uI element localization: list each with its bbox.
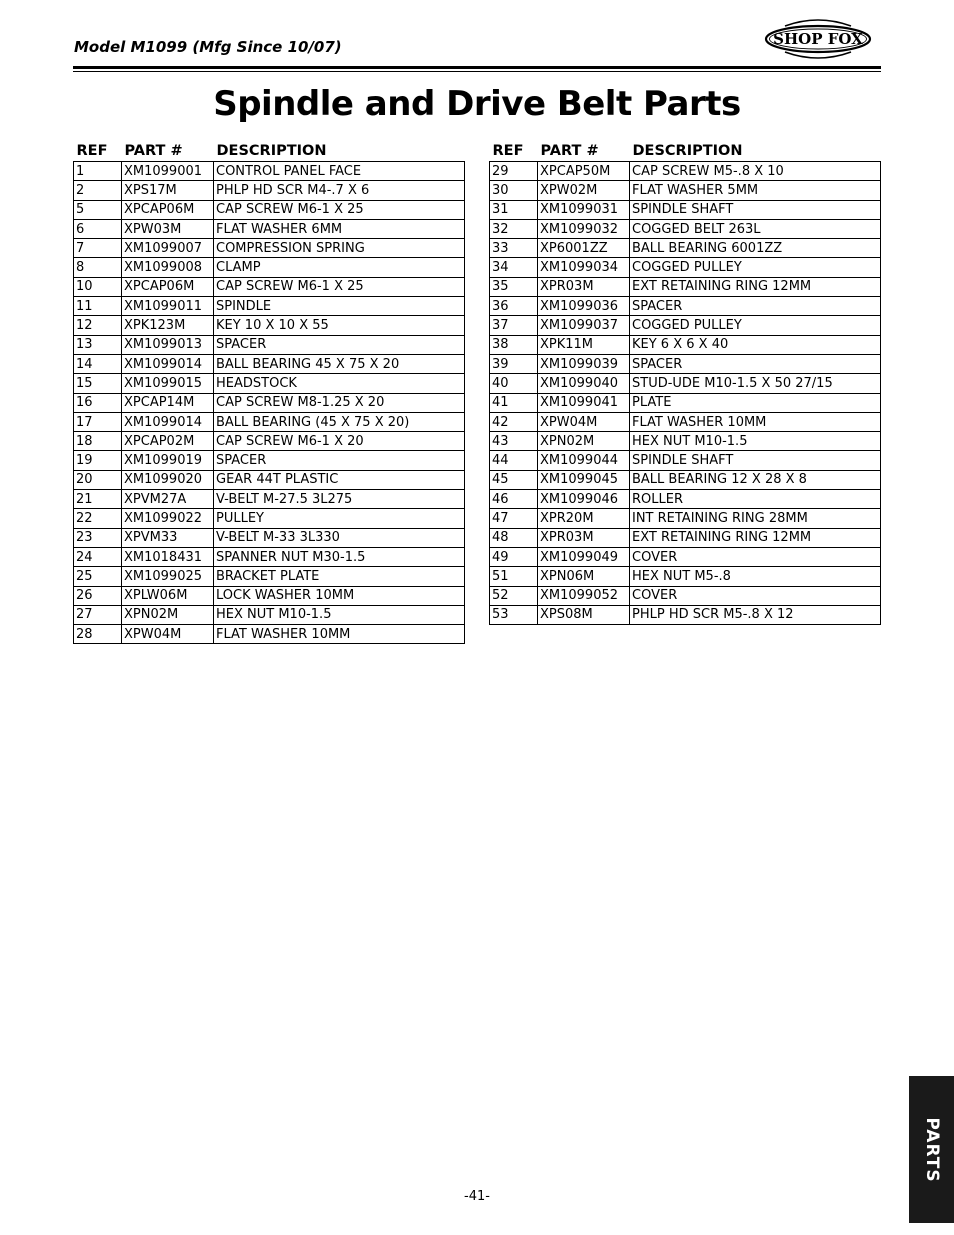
page-number: -41- — [464, 1189, 490, 1204]
header-rule-thin — [73, 71, 881, 72]
description-cell: CLAMP — [214, 258, 465, 277]
description-cell: GEAR 44T PLASTIC — [214, 470, 465, 489]
ref-cell: 44 — [490, 451, 538, 470]
part-number-cell: XM1099036 — [538, 297, 630, 316]
description-cell: KEY 6 X 6 X 40 — [630, 335, 881, 354]
description-cell: KEY 10 X 10 X 55 — [214, 316, 465, 335]
part-number-cell: XPR03M — [538, 528, 630, 547]
part-number-cell: XM1099032 — [538, 219, 630, 238]
ref-cell: 53 — [490, 605, 538, 624]
table-row — [490, 277, 881, 296]
ref-cell: 39 — [490, 354, 538, 373]
part-number-cell: XM1099044 — [538, 451, 630, 470]
header-model-text: Model M1099 (Mfg Since 10/07) — [74, 38, 342, 56]
part-number-cell: XPVM33 — [122, 528, 214, 547]
table-row — [490, 567, 881, 586]
description-cell: EXT RETAINING RING 12MM — [630, 277, 881, 296]
ref-cell: 43 — [490, 432, 538, 451]
part-number-cell: XM1099052 — [538, 586, 630, 605]
ref-cell: 20 — [74, 470, 122, 489]
part-number-cell: XM1099001 — [122, 162, 214, 181]
table-row — [490, 316, 881, 335]
ref-cell: 29 — [490, 162, 538, 181]
part-number-cell: XM1099007 — [122, 239, 214, 258]
part-number-cell: XPN02M — [122, 605, 214, 624]
ref-cell: 17 — [74, 412, 122, 431]
ref-cell: 11 — [74, 297, 122, 316]
ref-cell: 23 — [74, 528, 122, 547]
description-cell: SPANNER NUT M30-1.5 — [214, 547, 465, 566]
part-number-cell: XPW04M — [538, 412, 630, 431]
ref-cell: 31 — [490, 200, 538, 219]
description-cell: CAP SCREW M6-1 X 20 — [214, 432, 465, 451]
parts-table-left — [73, 140, 465, 644]
part-number-cell: XPCAP14M — [122, 393, 214, 412]
ref-cell: 14 — [74, 354, 122, 373]
column-header-part: PART # — [540, 143, 599, 159]
part-number-cell: XM1099014 — [122, 412, 214, 431]
parts-section-tab-label: PARTS — [921, 1116, 942, 1183]
part-number-cell: XM1099019 — [122, 451, 214, 470]
ref-cell: 38 — [490, 335, 538, 354]
part-number-cell: XM1099015 — [122, 374, 214, 393]
part-number-cell: XM1099040 — [538, 374, 630, 393]
table-row — [490, 490, 881, 509]
description-cell: CAP SCREW M8-1.25 X 20 — [214, 393, 465, 412]
column-header-ref: REF — [76, 143, 108, 159]
table-row — [490, 586, 881, 605]
ref-cell: 22 — [74, 509, 122, 528]
part-number-cell: XPVM27A — [122, 490, 214, 509]
description-cell: FLAT WASHER 6MM — [214, 219, 465, 238]
ref-cell: 16 — [74, 393, 122, 412]
table-row — [74, 335, 465, 354]
table-row — [490, 547, 881, 566]
description-cell: PHLP HD SCR M4-.7 X 6 — [214, 181, 465, 200]
ref-cell: 10 — [74, 277, 122, 296]
ref-cell: 15 — [74, 374, 122, 393]
description-cell: SPACER — [214, 335, 465, 354]
table-header-row — [74, 140, 465, 162]
ref-cell: 48 — [490, 528, 538, 547]
table-row — [74, 528, 465, 547]
description-cell: EXT RETAINING RING 12MM — [630, 528, 881, 547]
ref-cell: 30 — [490, 181, 538, 200]
part-number-cell: XM1099039 — [538, 354, 630, 373]
description-cell: PULLEY — [214, 509, 465, 528]
part-number-cell: XPLW06M — [122, 586, 214, 605]
table-row — [74, 625, 465, 644]
description-cell: COGGED PULLEY — [630, 316, 881, 335]
ref-cell: 33 — [490, 239, 538, 258]
description-cell: CAP SCREW M6-1 X 25 — [214, 277, 465, 296]
description-cell: INT RETAINING RING 28MM — [630, 509, 881, 528]
svg-text:SHOP FOX: SHOP FOX — [773, 30, 863, 48]
table-row — [74, 219, 465, 238]
part-number-cell: XPCAP02M — [122, 432, 214, 451]
description-cell: HEADSTOCK — [214, 374, 465, 393]
table-row — [490, 354, 881, 373]
table-row — [490, 509, 881, 528]
ref-cell: 34 — [490, 258, 538, 277]
part-number-cell: XM1099013 — [122, 335, 214, 354]
table-row — [74, 605, 465, 624]
ref-cell: 27 — [74, 605, 122, 624]
ref-cell: 2 — [74, 181, 122, 200]
table-row — [490, 200, 881, 219]
ref-cell: 7 — [74, 239, 122, 258]
table-row — [74, 567, 465, 586]
part-number-cell: XPW03M — [122, 219, 214, 238]
table-row — [490, 219, 881, 238]
table-row — [74, 432, 465, 451]
description-cell: HEX NUT M10-1.5 — [214, 605, 465, 624]
description-cell: HEX NUT M5-.8 — [630, 567, 881, 586]
table-row — [74, 509, 465, 528]
description-cell: BRACKET PLATE — [214, 567, 465, 586]
part-number-cell: XPCAP06M — [122, 200, 214, 219]
table-row — [490, 297, 881, 316]
table-row — [490, 432, 881, 451]
description-cell: COMPRESSION SPRING — [214, 239, 465, 258]
part-number-cell: XM1099020 — [122, 470, 214, 489]
description-cell: HEX NUT M10-1.5 — [630, 432, 881, 451]
ref-cell: 47 — [490, 509, 538, 528]
ref-cell: 12 — [74, 316, 122, 335]
part-number-cell: XPS17M — [122, 181, 214, 200]
part-number-cell: XM1099008 — [122, 258, 214, 277]
description-cell: SPACER — [630, 297, 881, 316]
ref-cell: 26 — [74, 586, 122, 605]
part-number-cell: XPCAP50M — [538, 162, 630, 181]
ref-cell: 28 — [74, 625, 122, 644]
table-row — [74, 586, 465, 605]
part-number-cell: XM1099022 — [122, 509, 214, 528]
ref-cell: 37 — [490, 316, 538, 335]
part-number-cell: XPCAP06M — [122, 277, 214, 296]
table-row — [490, 470, 881, 489]
table-row — [490, 181, 881, 200]
ref-cell: 8 — [74, 258, 122, 277]
description-cell: COVER — [630, 547, 881, 566]
column-header-description: DESCRIPTION — [632, 143, 743, 159]
table-row — [74, 354, 465, 373]
ref-cell: 6 — [74, 219, 122, 238]
header-rule — [73, 66, 881, 69]
description-cell: SPINDLE SHAFT — [630, 200, 881, 219]
description-cell: V-BELT M-33 3L330 — [214, 528, 465, 547]
table-row — [74, 297, 465, 316]
description-cell: FLAT WASHER 5MM — [630, 181, 881, 200]
table-row — [490, 258, 881, 277]
description-cell: BALL BEARING (45 X 75 X 20) — [214, 412, 465, 431]
table-row — [74, 277, 465, 296]
part-number-cell: XPN06M — [538, 567, 630, 586]
description-cell: BALL BEARING 12 X 28 X 8 — [630, 470, 881, 489]
description-cell: V-BELT M-27.5 3L275 — [214, 490, 465, 509]
ref-cell: 52 — [490, 586, 538, 605]
part-number-cell: XM1099014 — [122, 354, 214, 373]
ref-cell: 35 — [490, 277, 538, 296]
part-number-cell: XM1099011 — [122, 297, 214, 316]
description-cell: SPACER — [214, 451, 465, 470]
table-row — [74, 239, 465, 258]
description-cell: LOCK WASHER 10MM — [214, 586, 465, 605]
table-row — [490, 605, 881, 624]
part-number-cell: XM1099041 — [538, 393, 630, 412]
table-row — [74, 181, 465, 200]
description-cell: SPINDLE — [214, 297, 465, 316]
page-title: Spindle and Drive Belt Parts — [213, 84, 741, 124]
part-number-cell: XM1099037 — [538, 316, 630, 335]
table-row — [74, 393, 465, 412]
ref-cell: 46 — [490, 490, 538, 509]
part-number-cell: XPW02M — [538, 181, 630, 200]
part-number-cell: XPR20M — [538, 509, 630, 528]
description-cell: SPACER — [630, 354, 881, 373]
table-header-row — [490, 140, 881, 162]
table-row — [490, 335, 881, 354]
part-number-cell: XPK11M — [538, 335, 630, 354]
table-row — [490, 451, 881, 470]
part-number-cell: XM1099046 — [538, 490, 630, 509]
ref-cell: 32 — [490, 219, 538, 238]
table-row — [490, 239, 881, 258]
ref-cell: 18 — [74, 432, 122, 451]
ref-cell: 1 — [74, 162, 122, 181]
table-row — [74, 162, 465, 181]
table-row — [74, 451, 465, 470]
part-number-cell: XP6001ZZ — [538, 239, 630, 258]
part-number-cell: XM1099034 — [538, 258, 630, 277]
table-row — [74, 258, 465, 277]
description-cell: PHLP HD SCR M5-.8 X 12 — [630, 605, 881, 624]
ref-cell: 45 — [490, 470, 538, 489]
description-cell: FLAT WASHER 10MM — [630, 412, 881, 431]
part-number-cell: XM1018431 — [122, 547, 214, 566]
parts-table-right — [489, 140, 881, 625]
table-row — [490, 162, 881, 181]
ref-cell: 36 — [490, 297, 538, 316]
ref-cell: 13 — [74, 335, 122, 354]
table-row — [74, 412, 465, 431]
table-row — [490, 412, 881, 431]
ref-cell: 19 — [74, 451, 122, 470]
part-number-cell: XPW04M — [122, 625, 214, 644]
description-cell: CAP SCREW M5-.8 X 10 — [630, 162, 881, 181]
ref-cell: 24 — [74, 547, 122, 566]
table-row — [490, 374, 881, 393]
description-cell: COGGED BELT 263L — [630, 219, 881, 238]
table-row — [74, 374, 465, 393]
table-row — [74, 547, 465, 566]
ref-cell: 41 — [490, 393, 538, 412]
ref-cell: 51 — [490, 567, 538, 586]
description-cell: SPINDLE SHAFT — [630, 451, 881, 470]
column-header-ref: REF — [492, 143, 524, 159]
table-row — [74, 200, 465, 219]
description-cell: PLATE — [630, 393, 881, 412]
part-number-cell: XPR03M — [538, 277, 630, 296]
table-row — [74, 490, 465, 509]
part-number-cell: XM1099025 — [122, 567, 214, 586]
table-row — [74, 316, 465, 335]
ref-cell: 42 — [490, 412, 538, 431]
part-number-cell: XM1099045 — [538, 470, 630, 489]
table-row — [74, 470, 465, 489]
ref-cell: 5 — [74, 200, 122, 219]
description-cell: STUD-UDE M10-1.5 X 50 27/15 — [630, 374, 881, 393]
description-cell: BALL BEARING 6001ZZ — [630, 239, 881, 258]
table-row — [490, 393, 881, 412]
part-number-cell: XPS08M — [538, 605, 630, 624]
table-row — [490, 528, 881, 547]
shop-fox-logo — [763, 16, 873, 62]
description-cell: COGGED PULLEY — [630, 258, 881, 277]
description-cell: BALL BEARING 45 X 75 X 20 — [214, 354, 465, 373]
description-cell: COVER — [630, 586, 881, 605]
description-cell: CAP SCREW M6-1 X 25 — [214, 200, 465, 219]
part-number-cell: XPN02M — [538, 432, 630, 451]
description-cell: CONTROL PANEL FACE — [214, 162, 465, 181]
part-number-cell: XM1099031 — [538, 200, 630, 219]
description-cell: ROLLER — [630, 490, 881, 509]
column-header-part: PART # — [124, 143, 183, 159]
part-number-cell: XPK123M — [122, 316, 214, 335]
ref-cell: 21 — [74, 490, 122, 509]
ref-cell: 40 — [490, 374, 538, 393]
ref-cell: 49 — [490, 547, 538, 566]
description-cell: FLAT WASHER 10MM — [214, 625, 465, 644]
part-number-cell: XM1099049 — [538, 547, 630, 566]
column-header-description: DESCRIPTION — [216, 143, 327, 159]
ref-cell: 25 — [74, 567, 122, 586]
